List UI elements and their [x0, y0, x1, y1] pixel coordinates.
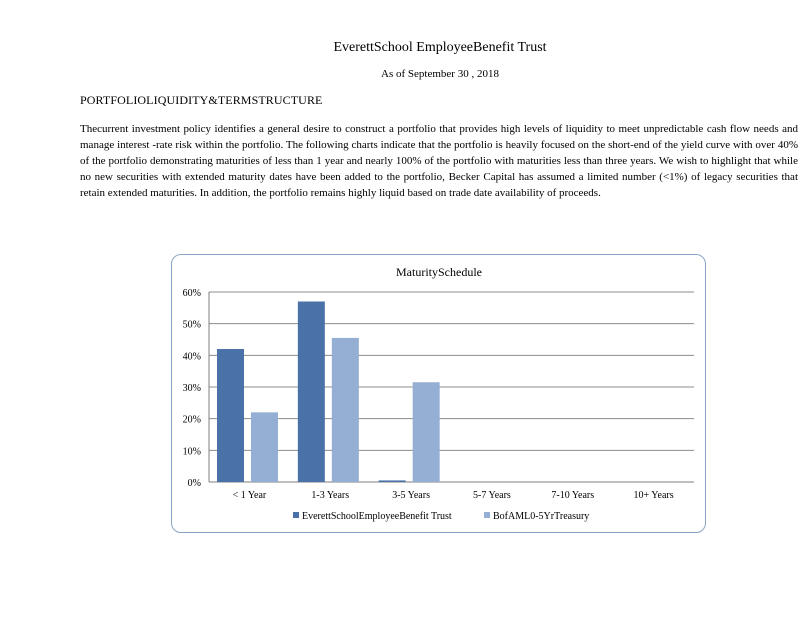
x-tick-label: 7-10 Years	[551, 490, 595, 501]
chart-title: MaturitySchedule	[396, 265, 482, 279]
bar-benchmark	[413, 382, 440, 482]
section-heading: PORTFOLIOLIQUIDITY&TERMSTRUCTURE	[80, 93, 323, 107]
y-tick-label: 60%	[182, 288, 201, 299]
x-tick-label: 10+ Years	[633, 490, 674, 501]
legend-label: BofAML0-5YrTreasury	[493, 511, 590, 522]
legend-swatch	[484, 512, 490, 518]
y-axis	[183, 288, 209, 489]
y-tick-label: 40%	[182, 351, 201, 363]
y-tick-label: 10%	[182, 446, 201, 458]
y-tick-label: 20%	[182, 414, 201, 426]
y-tick-label: 30%	[182, 383, 201, 394]
y-tick-label: 50%	[182, 319, 201, 331]
body-paragraph: Thecurrent investment policy identifies a general desire to construct a portfolio that provides high levels of liquidity to meet unpredictable cash flow needs and manage interest -rate risk within the portfolio. The following charts indicate that the portfolio is heavily focused on the short-end of the yield curve with over 40% of the portfolio demonstrating maturities of less than 1 year and nearly 100% of the portfolio with maturities less than three years. We wish to highlight that while no new securities with extended maturity dates have been added to the portfolio, Becker Capital has assumed a limited number (<1%) of legacy securities that retain extended maturities. In addition, the portfolio remains highly liquid based on trade date availability of proceeds.	[80, 123, 798, 199]
x-tick-label: 5-7 Years	[473, 490, 511, 501]
bar-benchmark	[251, 412, 278, 482]
chart-legend	[293, 511, 589, 522]
chart-svg	[172, 255, 707, 534]
maturity-schedule-chart	[171, 254, 706, 533]
x-tick-label: 1-3 Years	[311, 490, 350, 501]
document-title: EverettSchool EmployeeBenefit Trust	[333, 40, 547, 55]
bar-trust	[379, 480, 406, 482]
x-tick-label: 3-5 Years	[392, 490, 430, 501]
legend-label: EverettSchoolEmployeeBenefit Trust	[302, 511, 452, 522]
bar-trust	[217, 349, 244, 482]
bar-benchmark	[332, 338, 359, 482]
chart-bars	[217, 302, 440, 483]
y-tick-label: 0%	[187, 478, 201, 489]
legend-swatch	[293, 512, 299, 518]
bar-trust	[298, 302, 325, 483]
x-axis-labels	[233, 490, 674, 501]
chart-gridlines	[209, 292, 694, 482]
document-date: As of September 30 , 2018	[381, 68, 499, 80]
x-tick-label: < 1 Year	[232, 490, 267, 501]
